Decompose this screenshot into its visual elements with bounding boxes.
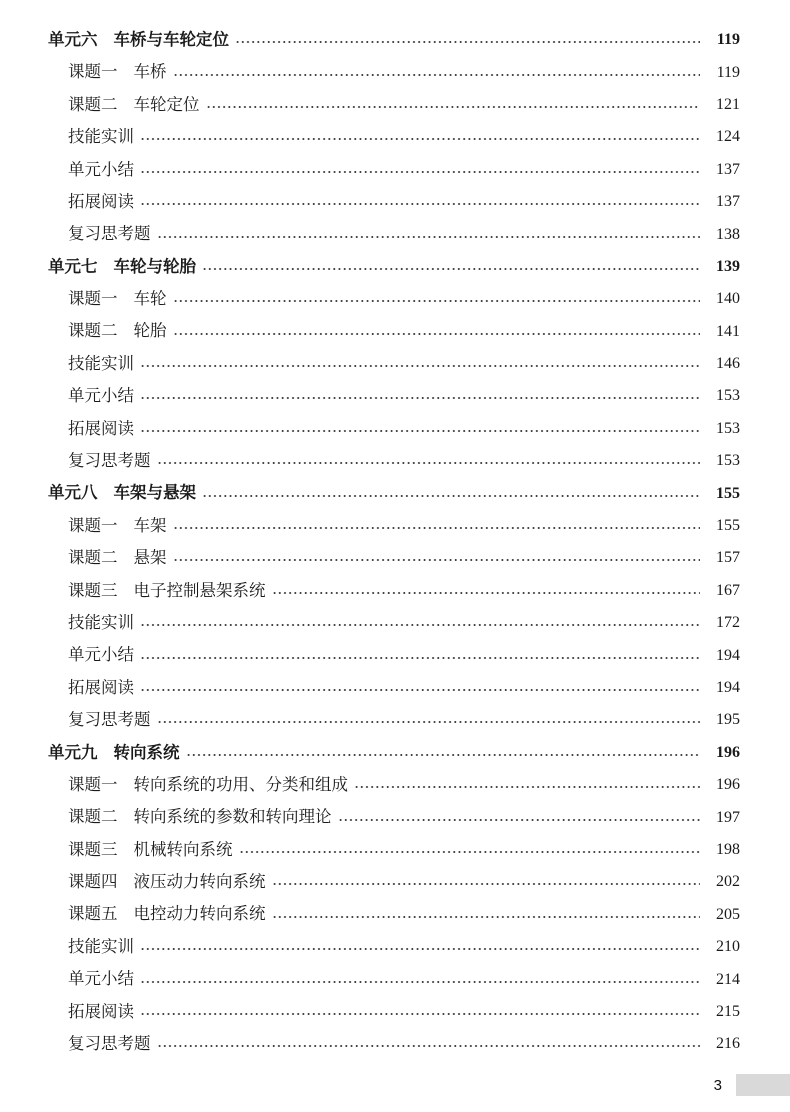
- toc-entry-title: 电子控制悬架系统: [133, 580, 266, 600]
- toc-entry-label: [68, 550, 171, 567]
- toc-page-number: 205: [716, 905, 740, 923]
- toc-entry-title: 车桥与车轮定位: [113, 29, 229, 49]
- toc-page-number: 119: [716, 63, 740, 81]
- toc-page-number: 155: [716, 484, 740, 502]
- toc-page-number: 153: [716, 387, 740, 405]
- dot-leader: [140, 981, 700, 983]
- toc-page-number: 214: [716, 970, 740, 988]
- toc-entry-label: [68, 1036, 155, 1053]
- toc-entry-label: [68, 291, 171, 308]
- toc-entry-number: 课题一: [68, 515, 118, 535]
- toc-page-number: 167: [716, 581, 740, 599]
- dot-leader: [140, 948, 700, 950]
- toc-unit-row[interactable]: [0, 737, 790, 769]
- dot-leader: [272, 883, 701, 885]
- dot-leader: [202, 495, 700, 497]
- toc-entry-row[interactable]: [0, 931, 790, 963]
- toc-entry-title: 复习思考题: [68, 451, 151, 471]
- toc-page-number: 194: [716, 646, 740, 664]
- toc-entry-row[interactable]: [0, 186, 790, 218]
- table-of-contents: [0, 24, 790, 1061]
- toc-entry-title: 技能实训: [68, 936, 134, 956]
- dot-leader: [173, 74, 701, 76]
- toc-entry-number: 课题四: [68, 872, 118, 892]
- dot-leader: [140, 430, 700, 432]
- dot-leader: [235, 41, 700, 43]
- toc-entry-row[interactable]: [0, 672, 790, 704]
- dot-leader: [338, 819, 701, 821]
- toc-entry-title: 单元小结: [68, 645, 134, 665]
- toc-entry-title: 拓展阅读: [68, 191, 134, 211]
- dot-leader: [186, 754, 701, 756]
- toc-entry-label: [68, 647, 138, 664]
- dot-leader: [173, 559, 701, 561]
- toc-page-number: 137: [716, 193, 740, 211]
- toc-page-number: 141: [716, 322, 740, 340]
- toc-entry-title: 车架与悬架: [113, 483, 196, 503]
- dot-leader: [173, 300, 701, 302]
- toc-entry-number: 课题二: [68, 94, 118, 114]
- toc-entry-row[interactable]: [0, 899, 790, 931]
- toc-page-number: 196: [716, 776, 740, 794]
- toc-entry-row[interactable]: [0, 575, 790, 607]
- toc-entry-title: 单元小结: [68, 969, 134, 989]
- toc-page-number: 198: [716, 840, 740, 858]
- toc-entry-title: 悬架: [133, 548, 167, 568]
- toc-entry-label: [68, 936, 138, 956]
- toc-entry-label: [68, 129, 138, 146]
- toc-entry-label: [68, 839, 237, 859]
- toc-entry-row[interactable]: [0, 283, 790, 315]
- toc-entry-label: [68, 64, 171, 81]
- toc-entry-row[interactable]: [0, 380, 790, 412]
- toc-entry-row[interactable]: [0, 154, 790, 186]
- toc-page-number: 138: [716, 225, 740, 243]
- toc-page-number: 202: [716, 873, 740, 891]
- toc-entry-label: [68, 580, 270, 600]
- toc-entry-title: 复习思考题: [68, 1034, 151, 1054]
- dot-leader: [140, 171, 700, 173]
- toc-entry-label: [68, 612, 138, 632]
- toc-entry-label: [68, 353, 138, 373]
- toc-entry-number: 课题二: [68, 548, 118, 568]
- toc-entry-title: 车架: [133, 515, 167, 535]
- toc-entry-row[interactable]: [0, 316, 790, 348]
- dot-leader: [140, 689, 700, 691]
- toc-entry-label: [68, 418, 138, 438]
- toc-entry-title: 技能实训: [68, 127, 134, 147]
- dot-leader: [140, 397, 700, 399]
- toc-entry-label: [48, 485, 200, 502]
- toc-entry-label: [68, 226, 155, 243]
- toc-entry-label: [68, 874, 270, 891]
- toc-entry-label: [48, 742, 184, 762]
- toc-unit-row[interactable]: [0, 477, 790, 509]
- toc-entry-title: 电控动力转向系统: [133, 904, 266, 924]
- toc-entry-label: [68, 906, 270, 923]
- toc-entry-number: 课题三: [68, 580, 118, 600]
- toc-entry-title: 拓展阅读: [68, 677, 134, 697]
- toc-entry-row[interactable]: [0, 866, 790, 898]
- toc-entry-label: [68, 971, 138, 988]
- toc-page-number: 146: [716, 355, 740, 373]
- toc-entry-title: 单元小结: [68, 386, 134, 406]
- dot-leader: [157, 462, 701, 464]
- toc-entry-number: 课题一: [68, 774, 118, 794]
- dot-leader: [157, 236, 701, 238]
- dot-leader: [140, 657, 700, 659]
- toc-page-number: 140: [716, 290, 740, 308]
- toc-entry-row[interactable]: [0, 89, 790, 121]
- toc-entry-label: [68, 323, 171, 340]
- toc-entry-title: 车轮: [133, 289, 167, 309]
- toc-page-number: 121: [716, 95, 740, 113]
- toc-entry-title: 拓展阅读: [68, 1001, 134, 1021]
- toc-page-number: 153: [716, 452, 740, 470]
- toc-entry-row[interactable]: [0, 121, 790, 153]
- page-number: 3: [713, 1076, 722, 1094]
- toc-page-number: 195: [716, 711, 740, 729]
- toc-entry-row[interactable]: [0, 963, 790, 995]
- page-footer: [714, 1074, 790, 1096]
- footer-tab-decoration: [736, 1074, 790, 1096]
- toc-entry-row[interactable]: [0, 1028, 790, 1060]
- toc-entry-row[interactable]: [0, 639, 790, 671]
- toc-entry-title: 复习思考题: [68, 224, 151, 244]
- toc-entry-number: 单元九: [48, 742, 98, 762]
- toc-unit-row[interactable]: [0, 24, 790, 56]
- toc-entry-label: [68, 712, 155, 729]
- toc-entry-row[interactable]: [0, 834, 790, 866]
- toc-page-number: 155: [716, 517, 740, 535]
- toc-entry-row[interactable]: [0, 510, 790, 542]
- dot-leader: [140, 1013, 700, 1015]
- toc-entry-title: 轮胎: [133, 321, 167, 341]
- toc-entry-label: [68, 809, 336, 826]
- toc-entry-row[interactable]: [0, 56, 790, 88]
- dot-leader: [140, 138, 700, 140]
- toc-page-number: 216: [716, 1035, 740, 1053]
- dot-leader: [354, 786, 700, 788]
- toc-entry-row[interactable]: [0, 218, 790, 250]
- toc-entry-number: 课题一: [68, 62, 118, 82]
- dot-leader: [140, 203, 700, 205]
- dot-leader: [272, 916, 701, 918]
- toc-entry-title: 转向系统的参数和转向理论: [133, 807, 332, 827]
- dot-leader: [157, 1045, 701, 1047]
- toc-entry-row[interactable]: [0, 769, 790, 801]
- toc-page-number: 139: [716, 257, 740, 275]
- toc-page-number: 157: [716, 549, 740, 567]
- toc-entry-row[interactable]: [0, 445, 790, 477]
- dot-leader: [140, 624, 700, 626]
- toc-entry-label: [68, 159, 138, 179]
- toc-entry-number: 课题二: [68, 807, 118, 827]
- toc-page-number: 215: [716, 1002, 740, 1020]
- toc-entry-number: 单元六: [48, 29, 98, 49]
- toc-entry-label: [68, 677, 138, 697]
- dot-leader: [206, 106, 701, 108]
- dot-leader: [239, 851, 701, 853]
- toc-entry-number: 课题二: [68, 321, 118, 341]
- toc-entry-row[interactable]: [0, 607, 790, 639]
- toc-page-number: 137: [716, 160, 740, 178]
- toc-entry-label: [48, 256, 200, 276]
- toc-entry-row[interactable]: [0, 542, 790, 574]
- toc-entry-title: 技能实训: [68, 353, 134, 373]
- toc-entry-title: 车桥: [133, 62, 167, 82]
- toc-entry-number: 课题三: [68, 839, 118, 859]
- toc-entry-title: 单元小结: [68, 159, 134, 179]
- toc-entry-label: [68, 515, 171, 535]
- toc-page-number: 119: [716, 31, 740, 49]
- toc-entry-label: [68, 774, 352, 794]
- toc-page-number: 124: [716, 128, 740, 146]
- toc-entry-title: 技能实训: [68, 612, 134, 632]
- toc-page-number: 153: [716, 419, 740, 437]
- dot-leader: [202, 268, 700, 270]
- dot-leader: [157, 721, 701, 723]
- toc-unit-row[interactable]: [0, 251, 790, 283]
- toc-entry-label: [68, 191, 138, 211]
- dot-leader: [173, 527, 701, 529]
- toc-entry-title: 液压动力转向系统: [133, 872, 266, 892]
- toc-entry-title: 转向系统: [113, 742, 180, 762]
- toc-page-number: 197: [716, 808, 740, 826]
- toc-entry-label: [48, 29, 233, 49]
- toc-entry-row[interactable]: [0, 704, 790, 736]
- toc-entry-row[interactable]: [0, 996, 790, 1028]
- toc-entry-row[interactable]: [0, 348, 790, 380]
- toc-entry-title: 转向系统的功用、分类和组成: [133, 774, 348, 794]
- toc-page-number: 172: [716, 614, 740, 632]
- toc-entry-label: [68, 388, 138, 405]
- dot-leader: [140, 365, 700, 367]
- toc-entry-row[interactable]: [0, 413, 790, 445]
- toc-page-number: 210: [716, 938, 740, 956]
- toc-page-number: 194: [716, 679, 740, 696]
- toc-entry-number: 课题一: [68, 289, 118, 309]
- toc-entry-title: 车轮定位: [133, 94, 200, 114]
- toc-entry-title: 拓展阅读: [68, 418, 134, 438]
- toc-entry-title: 车轮与轮胎: [113, 256, 196, 276]
- toc-entry-title: 机械转向系统: [133, 839, 233, 859]
- toc-entry-label: [68, 453, 155, 470]
- toc-entry-number: 单元七: [48, 256, 98, 276]
- dot-leader: [272, 592, 701, 594]
- toc-page-number: 196: [716, 743, 740, 761]
- toc-entry-number: 单元八: [48, 483, 98, 503]
- dot-leader: [173, 333, 701, 335]
- toc-entry-number: 课题五: [68, 904, 118, 924]
- toc-entry-row[interactable]: [0, 801, 790, 833]
- toc-entry-label: [68, 1001, 138, 1021]
- toc-entry-label: [68, 94, 204, 114]
- toc-entry-title: 复习思考题: [68, 710, 151, 730]
